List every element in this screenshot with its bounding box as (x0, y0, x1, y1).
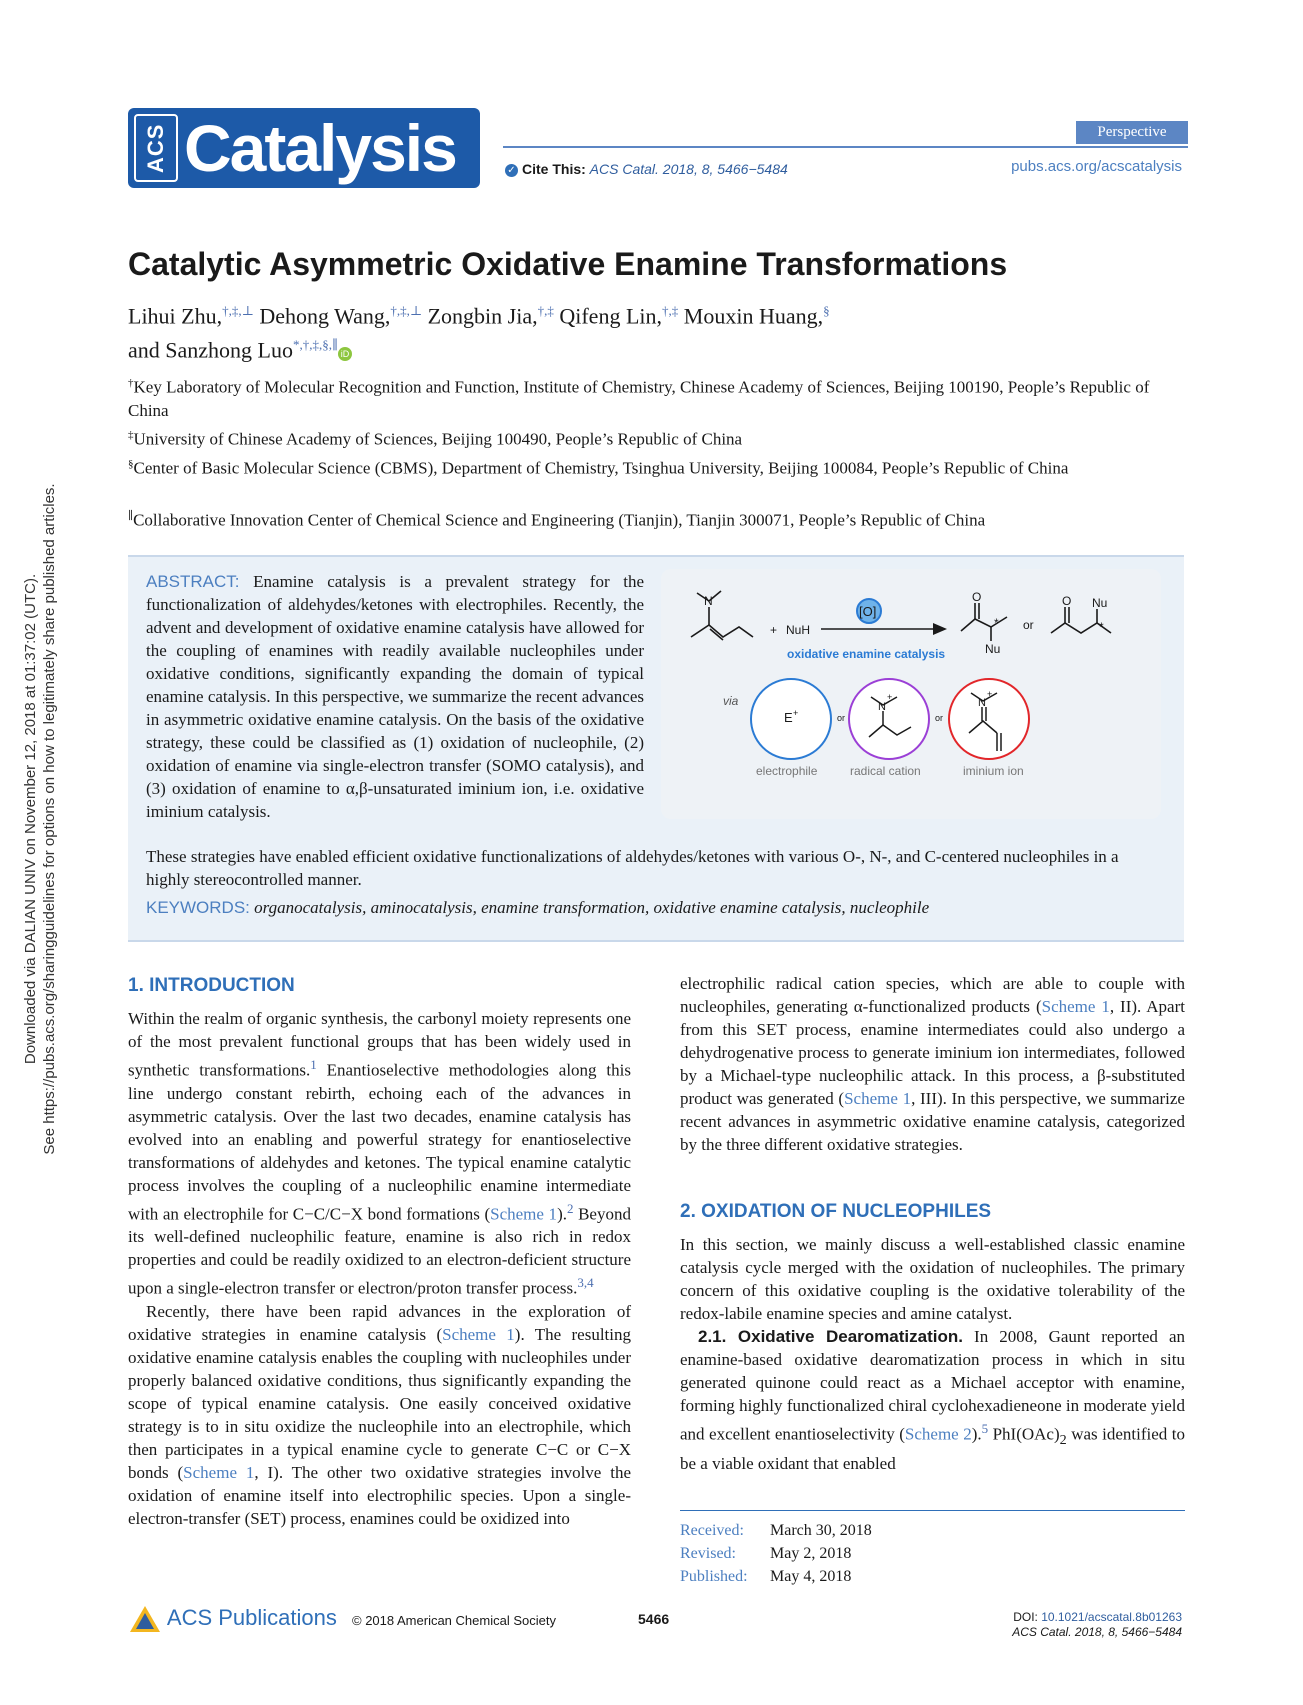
section-badge: Perspective (1076, 121, 1188, 144)
right-column-bottom (680, 1233, 1185, 1475)
text-run: ). (971, 1424, 982, 1444)
electrophile-plus: + (793, 708, 799, 718)
cite-this[interactable] (505, 161, 788, 177)
text-run: , I). The other two oxidative strategies involve the oxidation of enamine itself into electrophilic species. Upon a single-electron-transfer (SET) process, enamines could be oxidized into (128, 1462, 632, 1528)
header-rule (503, 146, 1188, 148)
scheme-caption: oxidative enamine catalysis (787, 647, 946, 661)
article-history (680, 1519, 872, 1588)
nu-label: Nu (1092, 596, 1108, 610)
publisher-name: ACS Publications (166, 1604, 337, 1630)
history-date: May 2, 2018 (770, 1545, 852, 1562)
paragraph (128, 1007, 631, 1300)
carbonyl-o-label: O (1062, 594, 1072, 608)
paragraph (128, 1300, 631, 1530)
keywords-list: organocatalysis, aminocatalysis, enamine transformation, oxidative enamine catalysis, nucleophile (254, 898, 930, 917)
affiliation (128, 453, 1184, 480)
affiliation (128, 505, 1184, 532)
paragraph: In this section, we mainly discuss a well-established classic enamine catalysis cycle merged with the oxidation of nucleophiles. The primary concern of this oxidative coupling is the oxidative tolerability of the redox-labile enamine species and amine catalyst. (680, 1235, 1185, 1323)
download-notice-line2: See https://pubs.acs.org/sharingguidelines for options on how to legitimately share published articles. (41, 483, 58, 1155)
section-introduction-heading: 1. INTRODUCTION (128, 975, 295, 996)
doi-label: DOI: (1013, 1610, 1038, 1624)
subscript: 2 (1059, 1432, 1067, 1449)
affiliation-mark: § (128, 458, 134, 470)
text-run: Recently, there have been rapid advances in the exploration of oxidative strategies in enamine catalysis ( (128, 1301, 631, 1344)
author-name[interactable]: Dehong Wang, (259, 303, 391, 329)
text-run: Enantioselective methodologies along this line undergo constant rebirth, echoing each of the advances in asymmetric catalysis. Over the last two decades, enamine catalysis has evolved into an enabling and powerful strategy for enantioselective transformations of aldehydes and ketones. The typical enamine catalytic process involves the coupling of a nucleophilic enamine intermediate with an electrophile for C−C/C−X bond formations ( (128, 1060, 631, 1224)
history-label: Revised: (680, 1545, 736, 1562)
radical-cation-circle (849, 679, 929, 759)
text-run: , II). Apart from this SET process, enamine intermediates could also undergo a dehydrogenative process to generate iminium ion intermediates, followed by a Michael-type nucleophilic attack. In this process, a β-substituted product was generated ( (680, 997, 1185, 1108)
history-label: Published: (680, 1568, 748, 1585)
author-name[interactable]: Qifeng Lin, (559, 303, 663, 329)
author-name[interactable]: Lihui Zhu, (128, 303, 223, 329)
citation-ref[interactable]: 1 (310, 1057, 317, 1072)
affiliation-mark: ∥ (128, 510, 134, 522)
history-revised (680, 1542, 872, 1565)
doi-line (1012, 1610, 1182, 1625)
download-notice-line1: Downloaded via DALIAN UNIV on November 12, 2018 at 01:37:02 (UTC). (22, 573, 39, 1065)
iminium-n-label: N (978, 697, 986, 709)
author-marks: †,‡,⊥ (390, 303, 423, 318)
logo-acs-mark: ACS (134, 114, 178, 182)
footer-citation-text: ACS Catal. 2018, 8, 5466−5484 (1012, 1625, 1182, 1639)
paragraph (680, 972, 1185, 1156)
via-label: via (723, 694, 739, 708)
nu-label: Nu (985, 642, 1001, 656)
copyright: © 2018 American Chemical Society (352, 1613, 556, 1628)
citation-ref[interactable]: 3,4 (577, 1275, 594, 1291)
scheme-link[interactable]: Scheme 2 (904, 1424, 972, 1444)
electrophile-label: electrophile (756, 764, 818, 778)
author-name[interactable]: Zongbin Jia, (427, 303, 538, 329)
scheme-link[interactable]: Scheme 1 (1041, 997, 1110, 1016)
plus-sign: + (770, 623, 778, 637)
iminium-plus: + (987, 689, 993, 699)
keywords-label: KEYWORDS: (146, 898, 250, 917)
affiliation (128, 424, 1184, 451)
stereocenter-mark: * (994, 616, 999, 630)
scheme-link[interactable]: Scheme 1 (183, 1462, 255, 1482)
doi-block (1012, 1610, 1182, 1640)
journal-url[interactable]: pubs.acs.org/acscatalysis (1011, 158, 1182, 175)
affiliation-text: Center of Basic Molecular Science (CBMS), Department of Chemistry, Tsinghua University, Beijing 100084, People’s Republic of China (133, 458, 1069, 478)
stereocenter-mark: * (1099, 620, 1104, 634)
author-marks: †,‡,⊥ (222, 303, 254, 318)
or-label: or (1023, 618, 1034, 632)
text-run: ). The resulting oxidative enamine catalysis enables the coupling with nucleophiles under properly balanced oxidative conditions, thus significantly expanding the scope of typical enamine catalysis. One easily conceived oxidative strategy is to in situ oxidize the nucleophile into an electrophile, which then participates in a typical enamine cycle to generate C−C or C−X bonds ( (128, 1324, 631, 1482)
doi-link[interactable]: 10.1021/acscatal.8b01263 (1041, 1610, 1182, 1624)
history-date: May 4, 2018 (770, 1568, 852, 1585)
affiliation (128, 372, 1184, 422)
paragraph (680, 1325, 1185, 1475)
text-run: was identified to be a viable oxidant that enabled (680, 1424, 1185, 1474)
history-label: Received: (680, 1522, 744, 1539)
scheme-link[interactable]: Scheme 1 (442, 1324, 515, 1344)
toc-graphic (661, 569, 1161, 819)
author-name[interactable]: and Sanzhong Luo (128, 337, 293, 363)
history-received (680, 1519, 872, 1542)
right-column-top (680, 972, 1185, 1156)
subsection-heading: 2.1. Oxidative Dearomatization. (698, 1327, 963, 1346)
radical-cation-label: radical cation (850, 764, 921, 778)
affiliation-text: University of Chinese Academy of Sciences, Beijing 100490, People’s Republic of China (133, 429, 743, 449)
abstract-label: ABSTRACT: (146, 572, 240, 591)
journal-logo[interactable] (128, 108, 480, 188)
enamine-structure (691, 591, 753, 640)
affiliation-mark: † (128, 377, 134, 389)
text-run: , III). In this perspective, we summarize recent advances in asymmetric oxidative enamine catalysis, categorized by the three different oxidative strategies. (680, 1089, 1185, 1154)
affiliation-text: Key Laboratory of Molecular Recognition and Function, Institute of Chemistry, Chinese Academy of Sciences, Beijing 100190, People’s Republic of China (128, 377, 1150, 420)
or-label: or (837, 713, 846, 723)
history-date: March 30, 2018 (770, 1522, 872, 1539)
abstract-tail: These strategies have enabled efficient oxidative functionalizations of aldehydes/ketones with various O-, N-, and C-centered nucleophiles in a highly stereocontrolled manner. (146, 847, 1119, 889)
or-label: or (935, 713, 944, 723)
oxidant-label: [O] (859, 604, 877, 619)
page-number: 5466 (638, 1611, 670, 1627)
acs-publications-icon (128, 1604, 162, 1634)
carbonyl-o-label: O (972, 590, 982, 604)
iminium-label: iminium ion (963, 764, 1024, 778)
check-icon: ✓ (505, 164, 518, 177)
radical-plus: + (887, 692, 893, 702)
text-run: Beyond its well-defined nucleophilic feature, enamine is also rich in redox properties and could be readily oxidized to an electron-deficient structure upon a single-electron transfer or electron/proton transfer process. (128, 1204, 631, 1298)
citation-ref[interactable]: 5 (981, 1421, 989, 1436)
author-list (128, 296, 1168, 365)
orcid-icon[interactable]: iD (338, 347, 352, 361)
author-marks: § (823, 303, 830, 318)
cite-label: Cite This: (522, 161, 586, 177)
affiliation-text: Collaborative Innovation Center of Chemical Science and Engineering (Tianjin), Tianjin 300071, People’s Republic of China (133, 510, 986, 530)
reaction-scheme (661, 569, 1161, 819)
electrophile-e-label: E (784, 710, 793, 725)
history-rule (680, 1510, 1185, 1511)
abstract-text (146, 570, 644, 823)
text-run: ). (557, 1204, 567, 1224)
author-marks: †,‡ (662, 303, 679, 318)
footer-citation (1012, 1625, 1182, 1640)
cite-reference[interactable]: ACS Catal. 2018, 8, 5466−5484 (589, 161, 788, 177)
author-name[interactable]: Mouxin Huang, (683, 303, 824, 329)
left-column (128, 1007, 631, 1530)
citation-ref[interactable]: 2 (566, 1200, 574, 1216)
nuh-label: NuH (786, 623, 811, 637)
arrow-head (933, 623, 947, 635)
article-title: Catalytic Asymmetric Oxidative Enamine Transformations (128, 246, 1008, 282)
enamine-n-label: N (704, 594, 713, 608)
text-run: electrophilic radical cation species, which are able to couple with nucleophiles, generating α-functionalized products ( (680, 974, 1185, 1016)
abstract-body: Enamine catalysis is a prevalent strategy for the functionalization of aldehydes/ketones with electrophiles. Recently, the advent and development of oxidative enamine catalysis have allowed for the coupling of enamines with readily available nucleophiles under oxidative conditions, significantly expanding the domain of typical enamine catalysis. In this perspective, we summarize the recent advances in asymmetric oxidative enamine catalysis. On the basis of the oxidative strategy, these could be classified as (1) oxidation of nucleophile, (2) oxidation of enamine via single-electron transfer (SOMO catalysis), and (3) oxidation of enamine to α,β-unsaturated iminium ion, i.e. oxidative iminium catalysis. (146, 572, 644, 821)
radical-n-label: N (878, 701, 886, 713)
author-marks: †,‡ (537, 303, 554, 318)
keywords (146, 898, 1166, 918)
logo-journal-name: Catalysis (184, 111, 456, 185)
download-notice (21, 259, 59, 1379)
section-oxidation-heading: 2. OXIDATION OF NUCLEOPHILES (680, 1201, 992, 1222)
author-marks: *,†,‡,§,∥ (292, 337, 338, 353)
scheme-link[interactable]: Scheme 1 (490, 1204, 558, 1224)
alpha-product-structure (961, 603, 1007, 641)
publisher-logo[interactable] (128, 1604, 337, 1634)
affiliation-mark: ‡ (128, 429, 134, 441)
text-run: PhI(OAc) (988, 1424, 1060, 1444)
text-run: Within the realm of organic synthesis, the carbonyl moiety represents one of the most prevalent functional groups that has been widely used in synthetic transformations. (128, 1009, 631, 1080)
scheme-link[interactable]: Scheme 1 (844, 1089, 912, 1108)
history-published (680, 1565, 872, 1588)
text-run: In 2008, Gaunt reported an enamine-based oxidative dearomatization process in which in situ generated quinone could react as a Michael acceptor with enamine, forming highly functionalized chiral cyclohexadieneone in moderate yield and excellent enantioselectivity ( (680, 1327, 1185, 1444)
